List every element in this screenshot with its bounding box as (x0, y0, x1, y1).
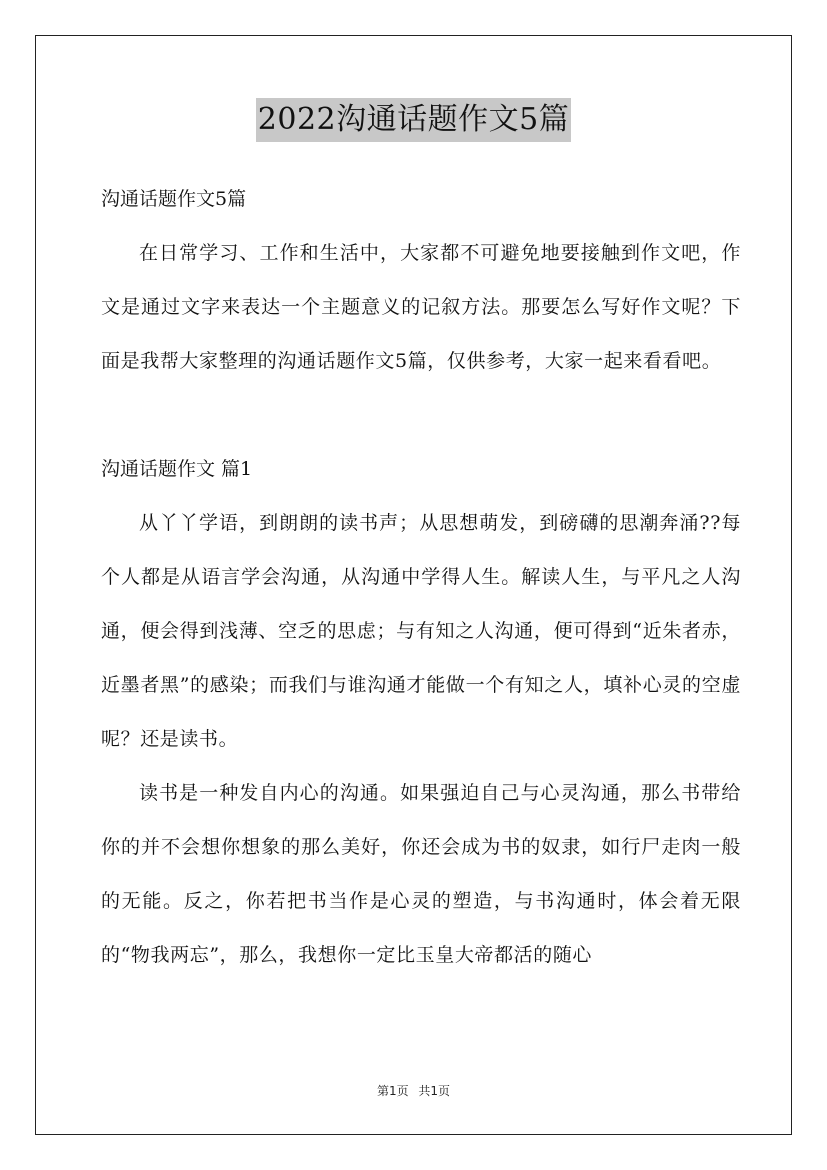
document-body (101, 172, 741, 982)
page-footer (0, 1082, 827, 1099)
page-number: 第1页 (376, 1084, 409, 1098)
section-gap (101, 388, 741, 442)
title-container (0, 98, 827, 142)
document-title: 2022沟通话题作文5篇 (256, 98, 571, 142)
section-heading: 沟通话题作文 篇1 (101, 458, 253, 480)
body-paragraph-1: 从丫丫学语，到朗朗的读书声；从思想萌发，到磅礴的思潮奔涌??每个人都是从语言学会沟通，从沟通中学得人生。解读人生，与平凡之人沟通，便会得到浅薄、空乏的思虑；与有知之人沟通，便可得到“近朱者赤，近墨者黑”的感染；而我们与谁沟通才能做一个有知之人，填补心灵的空虚呢？还是读书。 (101, 512, 741, 750)
intro-paragraph: 在日常学习、工作和生活中，大家都不可避免地要接触到作文吧，作文是通过文字来表达一个主题意义的记叙方法。那要怎么写好作文呢？下面是我帮大家整理的沟通话题作文5篇，仅供参考，大家一起来看看吧。 (101, 242, 741, 372)
total-pages: 共1页 (418, 1084, 451, 1098)
body-paragraph-2: 读书是一种发自内心的沟通。如果强迫自己与心灵沟通，那么书带给你的并不会想你想象的那么美好，你还会成为书的奴隶，如行尸走肉一般的无能。反之，你若把书当作是心灵的塑造，与书沟通时，体会着无限的“物我两忘”，那么，我想你一定比玉皇大帝都活的随心 (101, 782, 741, 966)
document-subtitle: 沟通话题作文5篇 (101, 188, 247, 210)
